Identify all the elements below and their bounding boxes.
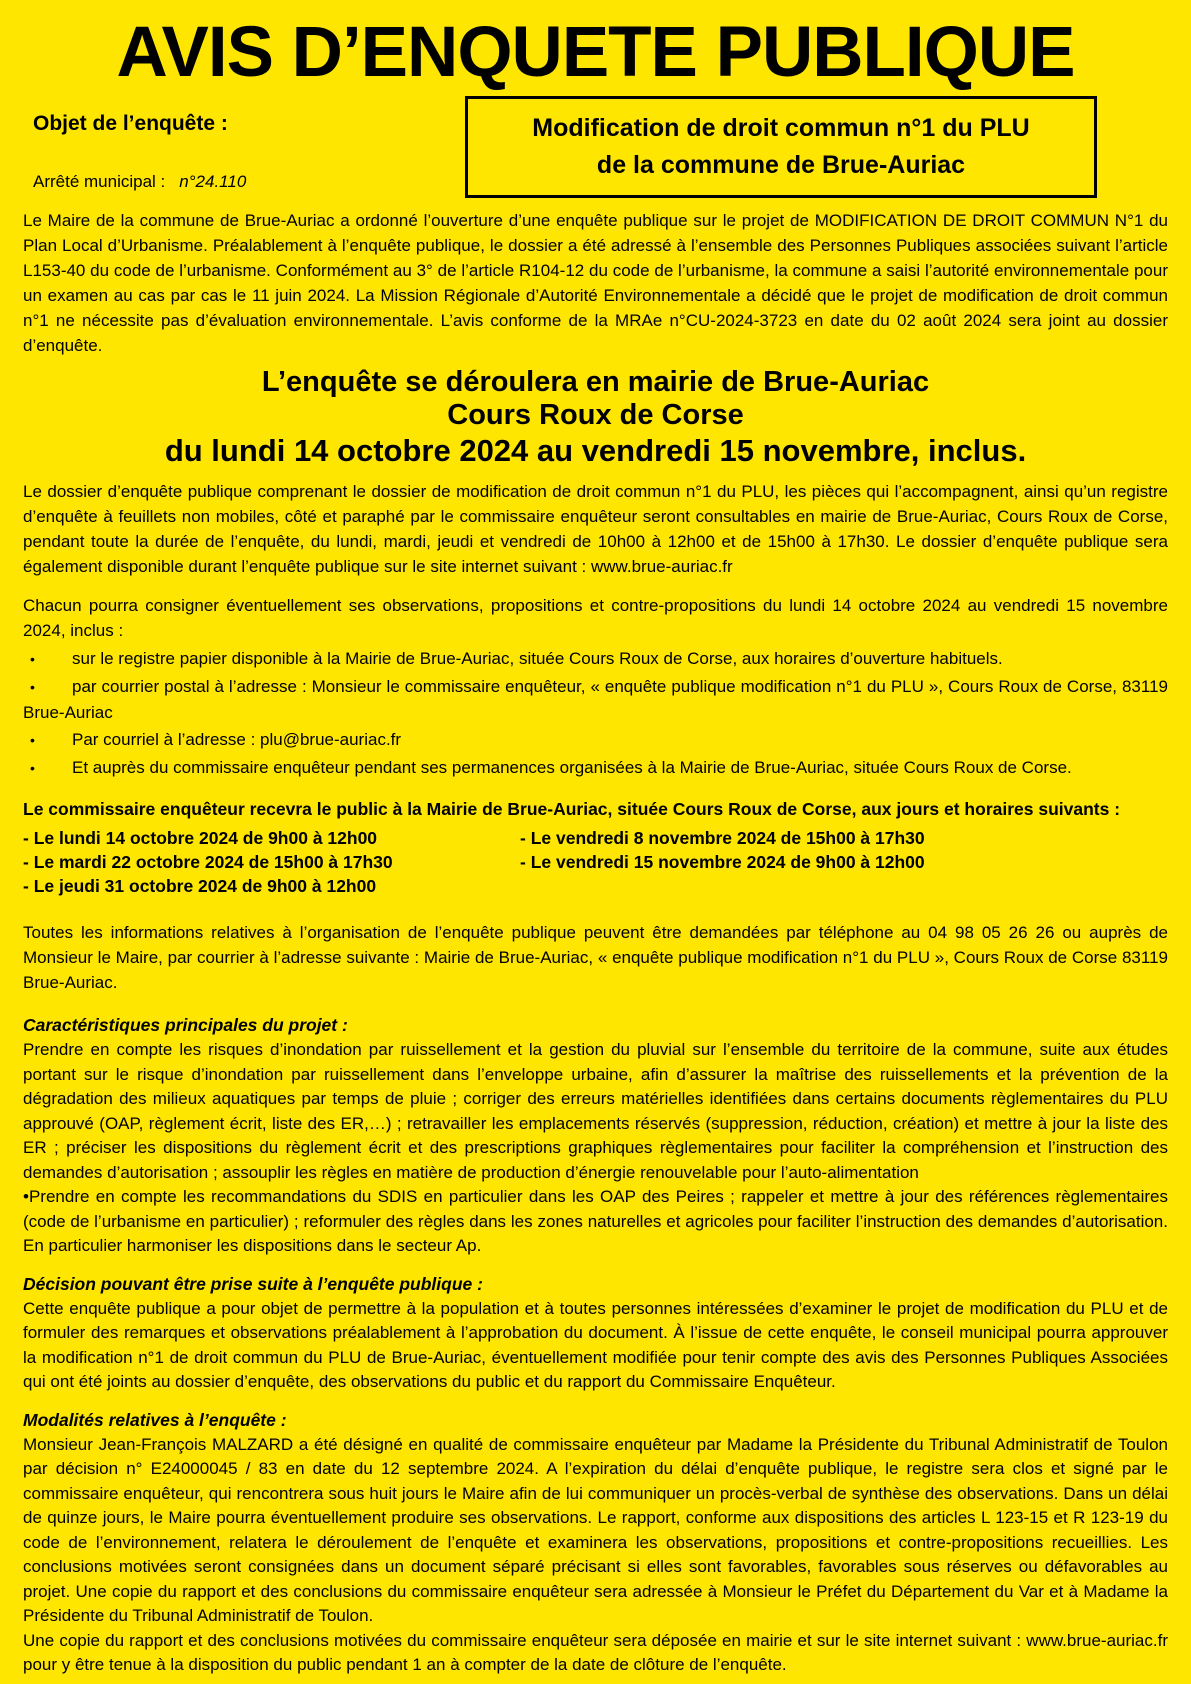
notice-page	[0, 12, 1191, 1684]
arrete-label: Arrêté municipal :	[33, 172, 166, 191]
bullet-item	[23, 646, 1168, 672]
schedule-item: - Le lundi 14 octobre 2024 de 9h00 à 12h00	[23, 828, 378, 848]
section-body: Cette enquête publique a pour objet de permettre à la population et à toutes personnes intéressées d’examiner le projet de modification du PLU et de formuler des remarques et observations préalablement à l’approbation du document. À l’issue de cette enquête, le conseil municipal pourra approuver la modification n°1 de droit commun du PLU de Brue-Auriac, éventuellement modifiée pour tenir compte des avis des Personnes Publiques Associées qui ont été joints au dossier d’enquête, des observations du public et du rapport du Commissaire Enquêteur.	[23, 1298, 1168, 1391]
observations-intro: Chacun pourra consigner éventuellement ses observations, propositions et contre-propositions du lundi 14 octobre 2024 au vendredi 15 novembre 2024, inclus :	[23, 596, 1168, 640]
section-body-continued: •Prendre en compte les recommandations du SDIS en particulier dans les OAP des Peires ; rappeler et mettre à jour des références règlementaires (code de l’urbanisme en particulier) ; reformuler des règles dans les zones naturelles et agricoles pour faciliter l’instruction des demandes d’autorisation. En particulier harmoniser les dispositions dans le secteur Ap.	[23, 1187, 1168, 1255]
header-row	[23, 96, 1168, 198]
permanences-schedule	[23, 826, 1168, 898]
section-heading: Décision pouvant être prise suite à l’enquête publique :	[23, 1273, 483, 1294]
dossier-paragraph: Le dossier d’enquête publique comprenant le dossier de modification de droit commun n°1 du PLU, les pièces qui l’accompagnent, ainsi qu’un registre d’enquête à feuillets non mobiles, côté et paraphé par le commissaire enquêteur seront consultables en mairie de Brue-Auriac, Cours Roux de Corse, pendant toute la durée de l’enquête, du lundi, mardi, jeudi et vendredi de 10h00 à 12h00 et de 15h00 à 17h30. Le dossier d’enquête publique sera également disponible durant l’enquête publique sur le site internet suivant : www.brue-auriac.fr	[23, 482, 1168, 576]
bullet-item-text: Par courriel à l’adresse : plu@brue-auriac.fr	[72, 730, 402, 749]
bullet-item	[23, 727, 1168, 753]
headline-line-3: du lundi 14 octobre 2024 au vendredi 15 novembre, inclus.	[164, 433, 1027, 468]
schedule-item: - Le vendredi 15 novembre 2024 de 9h00 à 12h00	[520, 852, 925, 872]
arrete-line	[33, 172, 465, 192]
permanences-intro: Le commissaire enquêteur recevra le public à la Mairie de Brue-Auriac, située Cours Roux de Corse, aux jours et horaires suivants :	[23, 799, 1121, 819]
headline-line-2: Cours Roux de Corse	[447, 399, 744, 431]
observations-bullet-list	[23, 646, 1168, 781]
section-body: Prendre en compte les risques d’inondation par ruissellement et la gestion du pluvial sur l’ensemble du territoire de la commune, suite aux études portant sur le risque d’inondation par ruissellement dans l’enveloppe urbaine, afin d’assurer la maîtrise des ruissellements et la prévention de la dégradation des milieux aquatiques par temps de pluie ; corriger des erreurs matérielles identifiées dans certains documents règlementaires du PLU approuvé (OAP, règlement écrit, liste des ER,…) ; retravailler les emplacements réservés (suppression, réduction, création) et mettre à jour la liste des ER ; préciser les dispositions du règlement écrit et des prescriptions graphiques règlementaires pour faciliter la compréhension et l’instruction des demandes d’autorisation ; assouplir les règles en matière de production d’énergie renouvelable pour l’auto-alimentation	[23, 1040, 1168, 1182]
subject-box-line-1: Modification de droit commun n°1 du PLU	[532, 114, 1030, 142]
subject-box	[465, 96, 1097, 198]
headline	[23, 366, 1168, 469]
bullet-icon: •	[30, 651, 35, 667]
bullet-item	[23, 755, 1168, 781]
section-caracteristiques	[23, 1013, 1168, 1259]
bullet-icon: •	[30, 732, 35, 748]
section-heading: Modalités relatives à l’enquête :	[23, 1409, 287, 1430]
schedule-item: - Le vendredi 8 novembre 2024 de 15h00 à 17h30	[520, 828, 925, 848]
objet-label: Objet de l’enquête :	[33, 112, 228, 135]
arrete-number: n°24.110	[179, 172, 247, 191]
headline-line-1: L’enquête se déroulera en mairie de Brue-Auriac	[261, 366, 930, 398]
schedule-item: - Le jeudi 31 octobre 2024 de 9h00 à 12h00	[23, 876, 377, 896]
section-heading: Caractéristiques principales du projet :	[23, 1015, 348, 1035]
bullet-item-text: par courrier postal à l’adresse : Monsieur le commissaire enquêteur, « enquête publique modification n°1 du PLU », Cours Roux de Corse, 83119 Brue-Auriac	[23, 677, 1168, 722]
bullet-item-text: sur le registre papier disponible à la Mairie de Brue-Auriac, située Cours Roux de Corse, aux horaires d’ouverture habituels.	[72, 649, 1003, 668]
section-decision	[23, 1272, 1168, 1395]
section-body-continued: Une copie du rapport et des conclusions motivées du commissaire enquêteur sera déposée en mairie et sur le site internet suivant : www.brue-auriac.fr pour y être tenue à la disposition du public pendant 1 an à compter de la date de clôture de l’enquête.	[23, 1630, 1168, 1674]
header-left	[23, 96, 465, 192]
permanences-section	[23, 797, 1168, 898]
bullet-item-text: Et auprès du commissaire enquêteur pendant ses permanences organisées à la Mairie de Brue-Auriac, située Cours Roux de Corse.	[72, 758, 1072, 777]
schedule-left-column	[23, 826, 520, 898]
bullet-item	[23, 674, 1168, 725]
bullet-icon: •	[30, 679, 35, 695]
schedule-right-column	[520, 826, 1168, 898]
bullet-icon: •	[30, 760, 35, 776]
info-paragraph: Toutes les informations relatives à l’organisation de l’enquête publique peuvent être demandées par téléphone au 04 98 05 26 26 ou auprès de Monsieur le Maire, par courrier à l’adresse suivante : Mairie de Brue-Auriac, « enquête publique modification n°1 du PLU », Cours Roux de Corse 83119 Brue-Auriac.	[23, 923, 1168, 992]
page-title: AVIS D’ENQUETE PUBLIQUE	[116, 13, 1075, 92]
schedule-item: - Le mardi 22 octobre 2024 de 15h00 à 17h30	[23, 852, 393, 872]
intro-paragraph: Le Maire de la commune de Brue-Auriac a ordonné l’ouverture d’une enquête publique sur le projet de MODIFICATION DE DROIT COMMUN N°1 du Plan Local d’Urbanisme. Préalablement à l’enquête publique, le dossier a été adressé à l’ensemble des Personnes Publiques associées suivant l’article L153-40 du code de l’urbanisme. Conformément au 3° de l’article R104-12 du code de l’urbanisme, la commune a saisi l’autorité environnementale pour un examen au cas par cas le 11 juin 2024. La Mission Régionale d’Autorité Environnementale a décidé que le projet de modification de droit commun n°1 ne nécessite pas d’évaluation environnementale. L’avis conforme de la MRAe n°CU-2024-3723 en date du 02 août 2024 sera joint au dossier d’enquête.	[23, 211, 1168, 355]
section-modalites	[23, 1408, 1168, 1678]
section-body: Monsieur Jean-François MALZARD a été désigné en qualité de commissaire enquêteur par Madame la Présidente du Tribunal Administratif de Toulon par décision n° E24000045 / 83 en date du 12 septembre 2024. A l’expiration du délai d’enquête publique, le registre sera clos et signé par le commissaire enquêteur, qui rencontrera sous huit jours le Maire afin de lui communiquer un procès-verbal de synthèse des observations. Dans un délai de quinze jours, le Maire pourra éventuellement produire ses observations. Le rapport, conforme aux dispositions des articles L 123-15 et R 123-19 du code de l’environnement, relatera le déroulement de l’enquête et examinera les observations, propositions et contre-propositions recueillies. Les conclusions motivées seront consignées dans un document séparé précisant si elles sont favorables, favorables sous réserves ou défavorables au projet. Une copie du rapport et des conclusions du commissaire enquêteur sera adressée à Monsieur le Préfet du Département du Var et à Madame la Présidente du Tribunal Administratif de Toulon.	[23, 1434, 1168, 1625]
subject-box-line-2: de la commune de Brue-Auriac	[596, 151, 966, 179]
